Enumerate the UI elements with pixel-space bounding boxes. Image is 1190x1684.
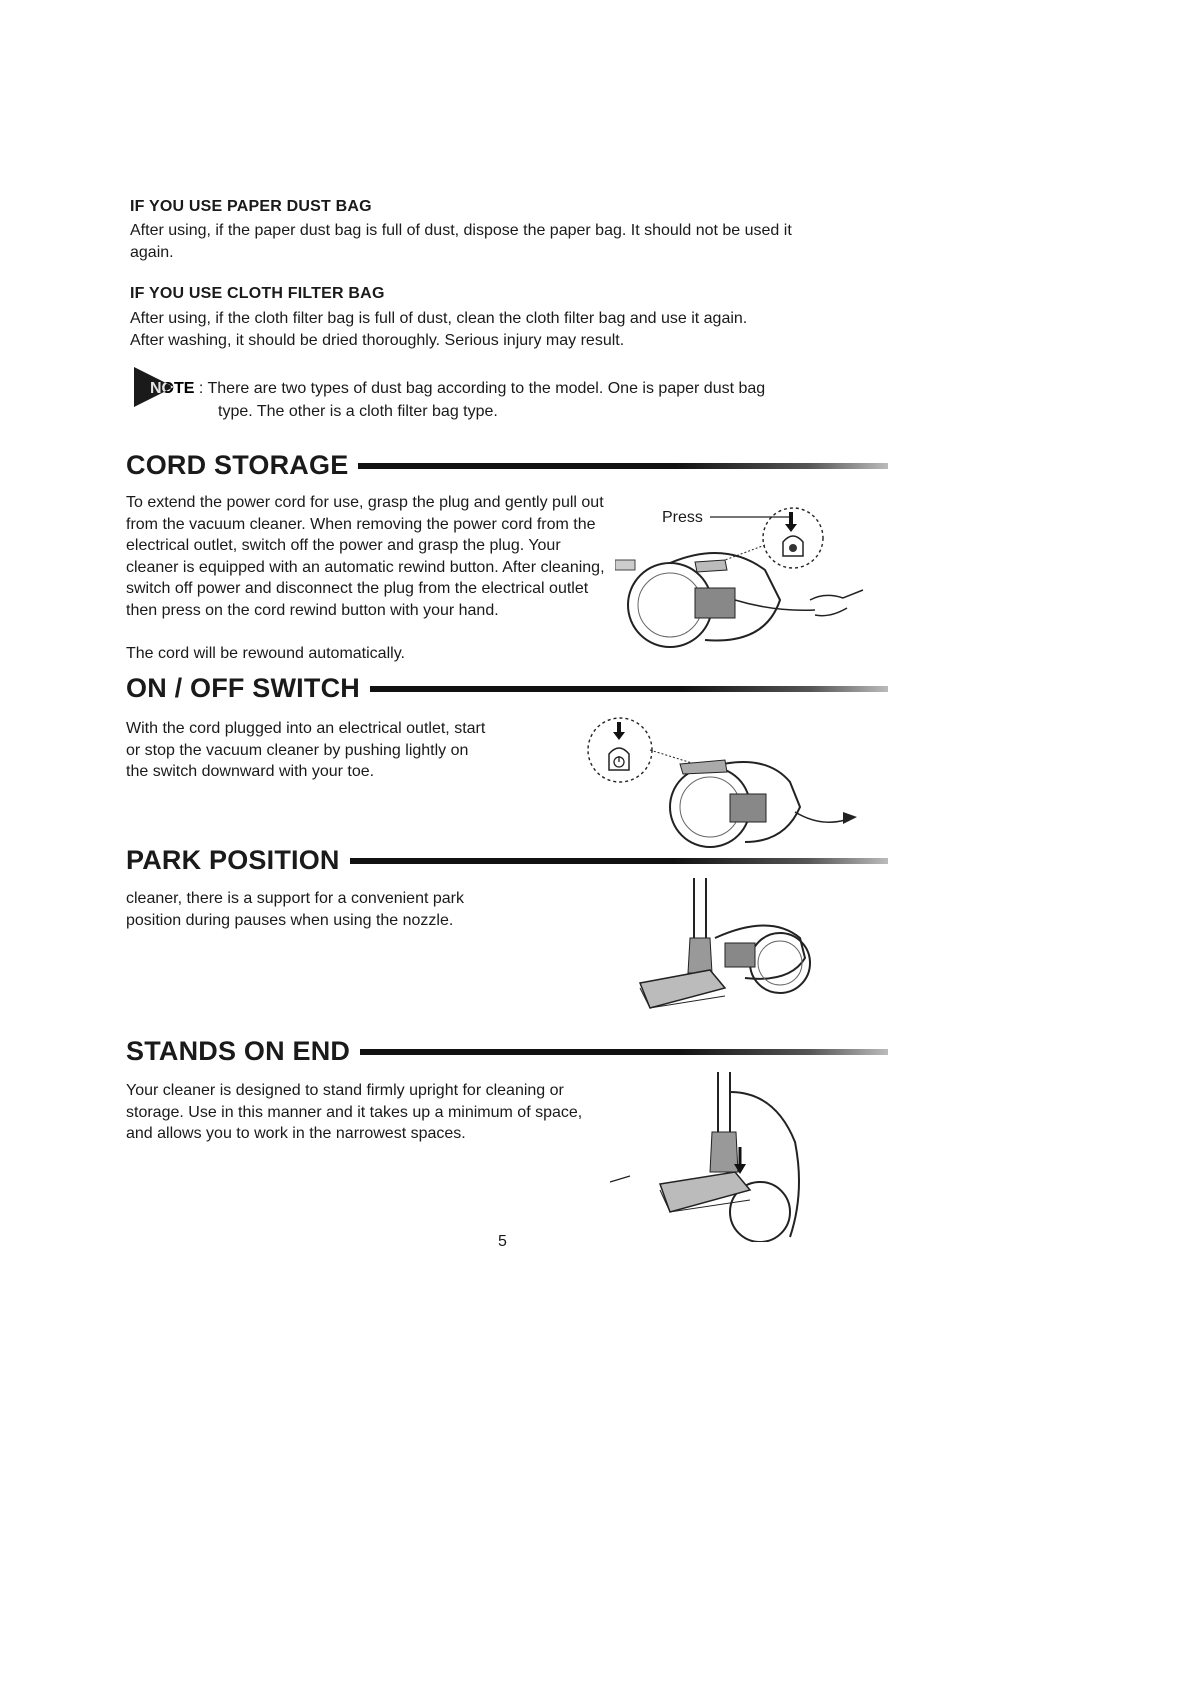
cord-storage-heading bbox=[126, 450, 888, 481]
park-position-rule bbox=[350, 858, 888, 864]
page-number: 5 bbox=[498, 1233, 507, 1250]
cloth-bag-line-1: After using, if the cloth filter bag is full of dust, clean the cloth filter bag and use it again. bbox=[130, 310, 748, 327]
cord-rewind-illustration bbox=[615, 500, 895, 660]
stands-on-end-heading bbox=[126, 1036, 888, 1067]
on-off-switch-illustration bbox=[575, 712, 875, 852]
press-label: Press bbox=[662, 509, 703, 526]
on-off-rule bbox=[370, 686, 888, 692]
note-label: NOTE bbox=[150, 380, 195, 397]
park-position-title: PARK POSITION bbox=[126, 845, 340, 875]
on-off-title: ON / OFF SWITCH bbox=[126, 673, 360, 703]
cord-storage-rule bbox=[358, 463, 888, 469]
park-position-illustration bbox=[630, 878, 850, 1018]
park-position-heading bbox=[126, 845, 888, 876]
cloth-bag-heading: IF YOU USE CLOTH FILTER BAG bbox=[130, 285, 385, 302]
on-off-heading bbox=[126, 673, 888, 704]
cord-storage-text-2: The cord will be rewound automatically. bbox=[126, 645, 405, 662]
park-position-text: cleaner, there is a support for a convenient park position during pauses when using the nozzle. bbox=[126, 890, 464, 929]
stands-on-end-text: Your cleaner is designed to stand firmly upright for cleaning or storage. Use in this manner and it takes up a minimum of space, and allows you to work in the narrowest spaces. bbox=[126, 1082, 583, 1142]
stands-on-end-rule bbox=[360, 1049, 888, 1055]
note-line-1: : There are two types of dust bag according to the model. One is paper dust bag bbox=[198, 380, 766, 397]
on-off-text: With the cord plugged into an electrical outlet, start or stop the vacuum cleaner by pushing lightly on the switch downward with your toe. bbox=[126, 720, 486, 780]
note-line-2: type. The other is a cloth filter bag type. bbox=[218, 403, 498, 420]
cord-storage-text: To extend the power cord for use, grasp the plug and gently pull out from the vacuum cleaner. When removing the power cord from the electrical outlet, switch off the power and grasp the plug. Your cleaner is equipped with an automatic rewind button. After cleaning, switch off power and disconnect the plug from the electrical outlet then press on the cord rewind button with your hand. bbox=[126, 494, 605, 619]
stands-on-end-illustration bbox=[600, 1072, 830, 1242]
paper-bag-text: After using, if the paper dust bag is full of dust, dispose the paper bag. It should not be used it again. bbox=[130, 222, 792, 261]
note-block bbox=[150, 378, 765, 400]
cord-storage-title: CORD STORAGE bbox=[126, 450, 349, 480]
paper-bag-heading: IF YOU USE PAPER DUST BAG bbox=[130, 198, 372, 215]
cloth-bag-line-2: After washing, it should be dried thoroughly. Serious injury may result. bbox=[130, 332, 625, 349]
stands-on-end-title: STANDS ON END bbox=[126, 1036, 351, 1066]
